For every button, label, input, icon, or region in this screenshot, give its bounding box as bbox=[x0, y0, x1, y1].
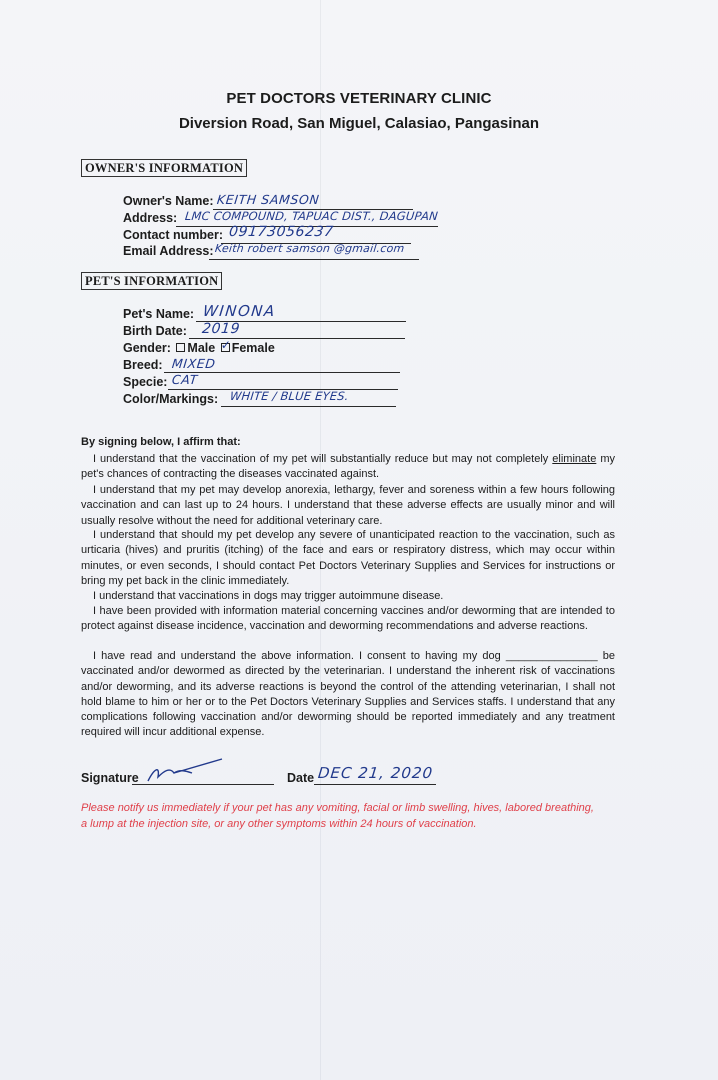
date-label: Date bbox=[287, 771, 315, 785]
consent-p1-underlined: eliminate bbox=[552, 453, 597, 465]
consent-paragraph-4: I understand that vaccinations in dogs may trigger autoimmune disease. bbox=[93, 590, 444, 602]
consent-p1-text: I understand that the vaccination of my pet will substantially reduce but may not completely bbox=[93, 453, 553, 465]
pet-section-title: PET'S INFORMATION bbox=[81, 272, 222, 290]
specie-label: Specie: bbox=[123, 375, 168, 389]
email-label: Email Address: bbox=[123, 244, 214, 258]
female-checkbox[interactable] bbox=[220, 338, 231, 353]
email-line bbox=[209, 259, 419, 260]
birth-date-label: Birth Date: bbox=[123, 324, 187, 338]
consent-paragraph-3: I understand that should my pet develop any severe of unanticipated reaction to the vaccination, such as urticaria (hives) and pruritis (itching) of the face and ears or respiratory distress, which may occur within minutes, or even seconds, I should contact Pet Doctors Veterinary Supplies and Services for instructions or bring my pet back in the clinic immediately. bbox=[81, 529, 615, 587]
specie-value[interactable]: CAT bbox=[171, 372, 199, 387]
breed-line bbox=[164, 372, 400, 373]
color-markings-value[interactable]: WHITE / BLUE EYES. bbox=[229, 389, 350, 403]
consent-paragraph-1 bbox=[81, 452, 615, 483]
female-label: Female bbox=[231, 341, 275, 355]
male-label: Male bbox=[187, 341, 216, 355]
gender-row bbox=[123, 338, 275, 355]
pet-name-value[interactable]: WINONA bbox=[202, 302, 277, 320]
male-checkbox[interactable] bbox=[176, 343, 185, 352]
owner-section-title: OWNER'S INFORMATION bbox=[81, 159, 247, 177]
owner-address-value[interactable]: LMC COMPOUND, TAPUAC DIST., DAGUPAN bbox=[184, 209, 439, 223]
color-markings-label: Color/Markings: bbox=[123, 392, 219, 406]
breed-label: Breed: bbox=[123, 358, 163, 372]
contact-number-label: Contact number: bbox=[123, 228, 223, 242]
notice-text: Please notify us immediately if your pet has any vomiting, facial or limb swelling, hives, labored breathing, a lump at the injection site, or any other symptoms within 24 hours of vaccination. bbox=[81, 802, 594, 830]
clinic-address: Diversion Road, San Miguel, Calasiao, Pangasinan bbox=[178, 115, 540, 132]
email-value[interactable]: Keith robert samson @gmail.com bbox=[214, 242, 406, 255]
owner-name-value[interactable]: KEITH SAMSON bbox=[216, 192, 321, 207]
breed-value[interactable]: MIXED bbox=[171, 356, 217, 371]
consent-paragraph-6: I have read and understand the above information. I consent to having my dog _______________ be vaccinated and/or dewormed as directed by the veterinarian. I understand the inherent risk of vaccinations and/or deworming, and its adverse reactions is beyond the control of the attending veterinarian, I shall not hold blame to him or her or to the Pet Doctors Veterinary Supplies and Services staffs. I understand that any complications following vaccination and/or deworming should be reported immediately and any treatment required will incur additional expense. bbox=[81, 650, 615, 739]
color-markings-line bbox=[221, 406, 396, 407]
signature-mark[interactable] bbox=[140, 755, 230, 787]
signature-label: Signature bbox=[81, 771, 139, 785]
clinic-name: PET DOCTORS VETERINARY CLINIC bbox=[226, 90, 492, 107]
consent-paragraph-2: I understand that my pet may develop anorexia, lethargy, fever and soreness within a few hours following vaccination and can last up to 24 hours. I understand that these adverse effects are usually minor and will usually resolve without the need for additional veterinary care. bbox=[81, 484, 615, 527]
consent-paragraph-5: I have been provided with information material concerning vaccines and/or deworming that are intended to protect against disease incidence, vaccination and deworming recommendations and adverse reactions. bbox=[81, 605, 615, 633]
owner-address-label: Address: bbox=[123, 211, 178, 225]
consent-intro: By signing below, I affirm that: bbox=[81, 436, 241, 448]
pet-name-label: Pet's Name: bbox=[123, 307, 195, 321]
gender-label: Gender: bbox=[123, 341, 171, 355]
check-mark-icon: ✓ bbox=[220, 338, 231, 353]
birth-date-value[interactable]: 2019 bbox=[201, 321, 241, 337]
contact-number-value[interactable]: 09173056237 bbox=[228, 224, 335, 240]
owner-name-label: Owner's Name: bbox=[123, 194, 214, 208]
date-value[interactable]: DEC 21, 2020 bbox=[317, 764, 435, 782]
date-line bbox=[314, 784, 436, 785]
consent-p1-text-end: my pet's chances of contracting the diseases vaccinated against. bbox=[81, 453, 615, 481]
